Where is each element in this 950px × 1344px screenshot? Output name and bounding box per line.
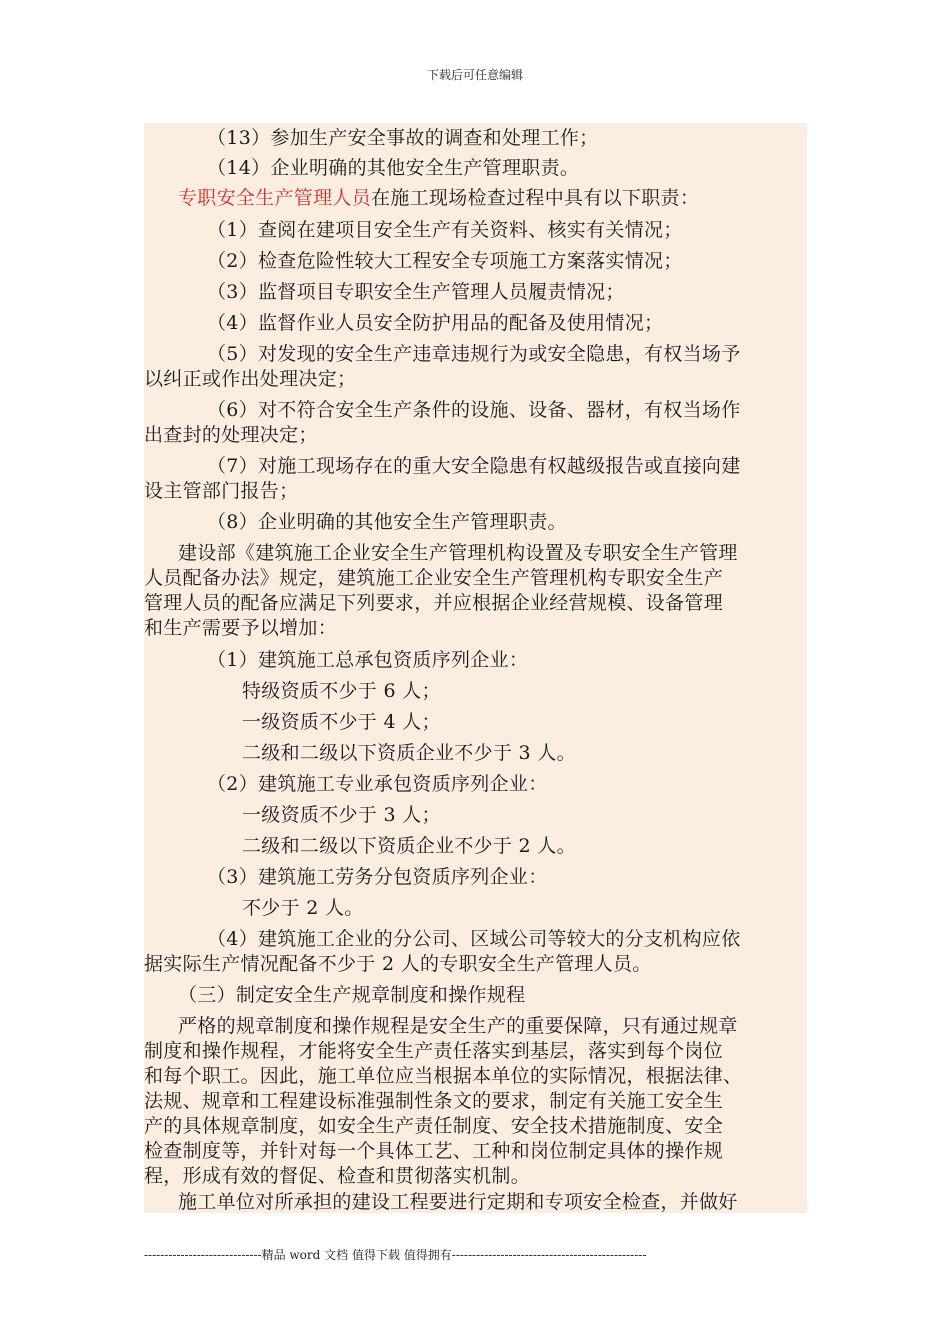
text-line: 施工单位对所承担的建设工程要进行定期和专项安全检查，并做好 bbox=[178, 1191, 738, 1213]
text-line: 一级资质不少于 4 人； bbox=[242, 711, 441, 733]
text-line: 检查制度等，并针对每一个具体工艺、工种和岗位制定具体的操作规 bbox=[144, 1140, 724, 1162]
text-line: （3）监督项目专职安全生产管理人员履责情况； bbox=[207, 281, 625, 303]
text-line: （3）建筑施工劳务分包资质序列企业： bbox=[207, 866, 548, 888]
text-line: （4）监督作业人员安全防护用品的配备及使用情况； bbox=[207, 312, 664, 334]
text-line: （6）对不符合安全生产条件的设施、设备、器材，有权当场作 bbox=[207, 399, 741, 421]
text-line: 法规、规章和工程建设标准强制性条文的要求，制定有关施工安全生 bbox=[144, 1090, 724, 1112]
text-line: 二级和二级以下资质企业不少于 2 人。 bbox=[242, 835, 576, 857]
text-span: 在施工现场检查过程中具有以下职责： bbox=[371, 187, 700, 209]
text-line: 产的具体规章制度，如安全生产责任制度、安全技术措施制度、安全 bbox=[144, 1115, 724, 1137]
text-line bbox=[144, 187, 699, 209]
text-line: 和每个职工。因此，施工单位应当根据本单位的实际情况，根据法律、 bbox=[144, 1065, 743, 1087]
text-line: 一级资质不少于 3 人； bbox=[242, 804, 441, 826]
text-line: （7）对施工现场存在的重大安全隐患有权越级报告或直接向建 bbox=[207, 455, 741, 477]
text-line: 建设部《建筑施工企业安全生产管理机构设置及专职安全生产管理 bbox=[178, 542, 738, 564]
text-line: （2）检查危险性较大工程安全专项施工方案落实情况； bbox=[207, 250, 683, 272]
text-line: 和生产需要予以增加： bbox=[144, 617, 338, 639]
text-line: 以纠正或作出处理决定； bbox=[144, 368, 357, 390]
text-line: 不少于 2 人。 bbox=[242, 897, 364, 919]
text-line: （8）企业明确的其他安全生产管理职责。 bbox=[207, 511, 567, 533]
text-line: 据实际生产情况配备不少于 2 人的专职安全生产管理人员。 bbox=[144, 953, 652, 975]
text-line: （1）查阅在建项目安全生产有关资料、核实有关情况； bbox=[207, 219, 683, 241]
document-body bbox=[144, 123, 807, 1213]
text-line: 出查封的处理决定； bbox=[144, 424, 318, 446]
text-line: 二级和二级以下资质企业不少于 3 人。 bbox=[242, 742, 576, 764]
text-line: （1）建筑施工总承包资质序列企业： bbox=[207, 649, 529, 671]
text-line: 特级资质不少于 6 人； bbox=[242, 680, 441, 702]
text-line: 管理人员的配备应满足下列要求，并应根据企业经营规模、设备管理 bbox=[144, 592, 724, 614]
text-line: （13）参加生产安全事故的调查和处理工作； bbox=[207, 127, 599, 149]
text-line: （4）建筑施工企业的分公司、区域公司等较大的分支机构应依 bbox=[207, 928, 741, 950]
section-heading: （三）制定安全生产规章制度和操作规程 bbox=[178, 984, 526, 1006]
text-line: 严格的规章制度和操作规程是安全生产的重要保障，只有通过规章 bbox=[178, 1015, 738, 1037]
text-line: （2）建筑施工专业承包资质序列企业： bbox=[207, 773, 548, 795]
text-line: 人员配备办法》规定，建筑施工企业安全生产管理机构专职安全生产 bbox=[144, 567, 724, 589]
text-line: 程，形成有效的督促、检查和贯彻落实机制。 bbox=[144, 1165, 531, 1187]
text-line: （14）企业明确的其他安全生产管理职责。 bbox=[207, 157, 580, 179]
page-footer: -----------------------------精品 word 文档 值得下载 值得拥有------------------------------------------------ bbox=[144, 1248, 647, 1262]
page-header: 下载后可任意编辑 bbox=[426, 68, 523, 82]
highlighted-term: 专职安全生产管理人员 bbox=[178, 187, 372, 209]
text-line: 制度和操作规程，才能将安全生产责任落实到基层，落实到每个岗位 bbox=[144, 1040, 724, 1062]
text-line: （5）对发现的安全生产违章违规行为或安全隐患，有权当场予 bbox=[207, 343, 741, 365]
text-line: 设主管部门报告； bbox=[144, 480, 299, 502]
